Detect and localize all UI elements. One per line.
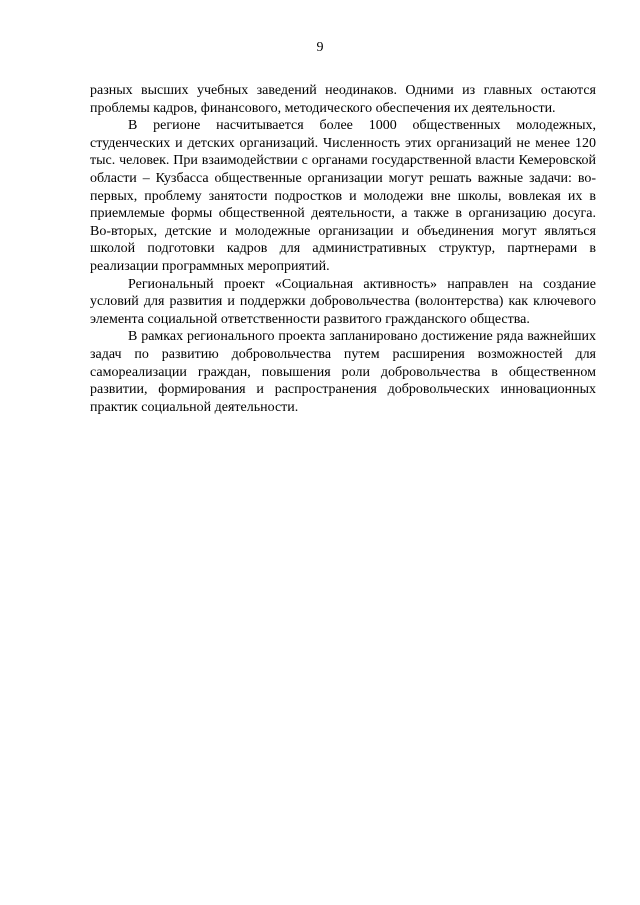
paragraph-project-goals: В рамках регионального проекта запланировано достижение ряда важнейших задач по развитию добровольчества путем расширения возможностей для самореализации граждан, повышения роли добровольчества в общественном развитии, формирования и распространения добровольческих инновационных практик социальной деятельности. xyxy=(90,329,596,415)
page-number: 9 xyxy=(316,40,324,55)
paragraph-organizations: В регионе насчитывается более 1000 общественных молодежных, студенческих и детских организаций. Численность этих организаций не менее 120 тыс. человек. При взаимодействии с органами государственной власти Кемеровской области – Кузбасса общественные организации могут решать важные задачи: во-первых, проблему занятости подростков и молодежи вне школы, вовлекая их в приемлемые формы общественной деятельности, а также в организацию досуга. Во-вторых, детские и молодежные организации и объединения могут являться школой подготовки кадров для административных структур, партнерами в реализации программных мероприятий. xyxy=(90,118,596,274)
document-body xyxy=(90,82,596,416)
paragraph-regional-project: Региональный проект «Социальная активность» направлен на создание условий для развития и поддержки добровольчества (волонтерства) как ключевого элемента социальной ответственности развитого гражданского общества. xyxy=(90,276,596,327)
paragraph-continuation: разных высших учебных заведений неодинаков. Одними из главных остаются проблемы кадров, финансового, методического обеспечения их деятельности. xyxy=(90,83,596,116)
